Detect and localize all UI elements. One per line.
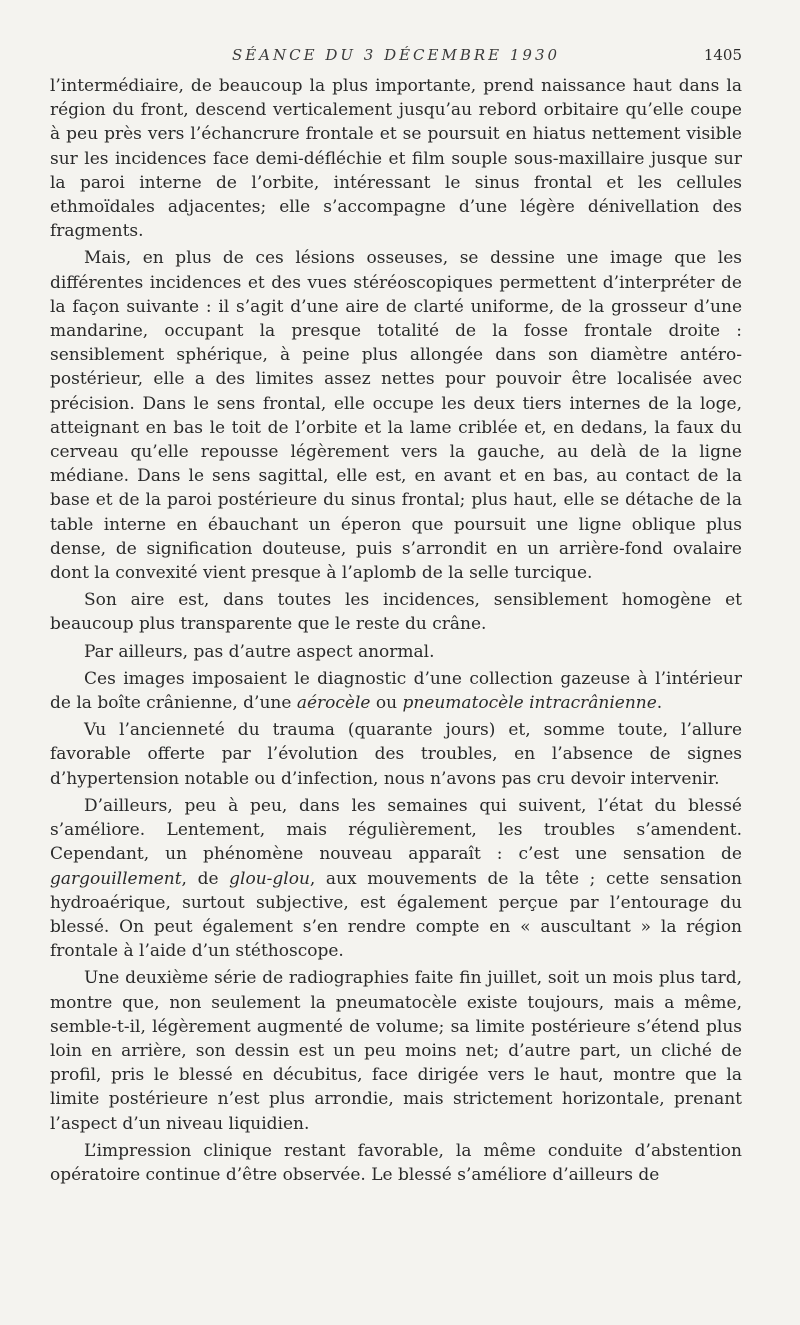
- page-header: [50, 44, 742, 74]
- p7-text-start: D’ailleurs, peu à peu, dans les semaines qui suivent, l’état du blessé s’améliore. Lentement, mais régulièrement, les troubles s’amendent. Cependant, un phénomène nouveau apparaît : c’est une sensation de: [50, 795, 742, 865]
- p5-or: ou: [375, 693, 398, 714]
- p7-text-end: , aux mouvements de la tête ; cette sensation hydroaérique, surtout subjective, est également perçue par l’entourage du blessé. On peut également s’en rendre compte en « auscultant » la région frontale à l’aide d’un stéthoscope.: [50, 868, 742, 962]
- paragraph-3: Son aire est, dans toutes les incidences, sensiblement homogène et beaucoup plus transparente que le reste du crâne.: [50, 590, 742, 635]
- paragraph-1: l’intermédiaire, de beaucoup la plus importante, prend naissance haut dans la région du front, descend verticalement jusqu’au rebord orbitaire qu’elle coupe à peu près vers l’échancrure frontale et se poursuit en hiatus nettement visible sur les incidences face demi-défléchie et film souple sous-maxillaire jusque sur la paroi interne de l’orbite, intéressant le sinus frontal et les cellules ethmoïdales adjacentes; elle s’accompagne d’une légère dénivellation des fragments.: [50, 76, 742, 242]
- paragraph-4: Par ailleurs, pas d’autre aspect anormal.: [84, 641, 435, 662]
- journal-page: [50, 44, 742, 1190]
- p5-text-end: .: [656, 693, 663, 714]
- term-pneumatocele: pneumatocèle intracrânienne: [402, 693, 657, 714]
- paragraph-5: [50, 667, 742, 715]
- paragraph-9: L’impression clinique restant favorable, la même conduite d’abstention opératoire continue d’être observée. Le blessé s’améliore d’ailleurs de: [50, 1140, 742, 1185]
- page-number: 1405: [703, 46, 742, 64]
- p5-text-start: Ces images imposaient le diagnostic d’une collection gazeuse à l’intérieur de la boîte crânienne, d’une: [50, 668, 742, 714]
- paragraph-2: Mais, en plus de ces lésions osseuses, se dessine une image que les différentes incidences et des vues stéréoscopiques permettent d’interpréter de la façon suivante : il s’agit d’une aire de clarté uniforme, de la grosseur d’une mandarine, occupant la presque totalité de la fosse frontale droite : sensiblement sphérique, à peine plus allongée dans son diamètre antéro-postérieur, elle a des limites assez nettes pour pouvoir être localisée avec précision. Dans le sens frontal, elle occupe les deux tiers internes de la loge, atteignant en bas le toit de l’orbite et la lame criblée et, en dedans, la faux du cerveau qu’elle repousse légèrement vers la gauche, au delà de la ligne médiane. Dans le sens sagittal, elle est, en avant et en bas, au contact de la base et de la paroi postérieure du sinus frontal; plus haut, elle se détache de la table interne en ébauchant un éperon que poursuit une ligne oblique plus dense, de signification douteuse, puis s’arrondit en un arrière-fond ovalaire dont la convexité vient presque à l’aplomb de la selle turcique.: [50, 248, 742, 584]
- paragraph-8: Une deuxième série de radiographies faite fin juillet, soit un mois plus tard, montre que, non seulement la pneumatocèle existe toujours, mais a même, semble-t-il, légèrement augmenté de volume; sa limite postérieure s’étend plus loin en arrière, son dessin est un peu moins net; d’autre part, un cliché de profil, pris le blessé en décubitus, face dirigée vers le haut, montre que la limite postérieure n’est plus arrondie, mais strictement horizontale, prenant l’aspect d’un niveau liquidien.: [50, 968, 742, 1134]
- paragraph-6: Vu l’ancienneté du trauma (quarante jours) et, somme toute, l’allure favorable offerte par l’évolution des troubles, en l’absence de signes d’hypertension notable ou d’infection, nous n’avons pas cru devoir intervenir.: [50, 720, 742, 789]
- term-gargouillement: gargouillement: [50, 868, 182, 889]
- term-glou-glou: glou-glou: [229, 868, 310, 889]
- p7-text-mid: , de: [181, 868, 219, 889]
- paragraph-7: [50, 794, 742, 963]
- term-aerocele: aérocèle: [296, 693, 371, 714]
- running-title: SÉANCE DU 3 DÉCEMBRE 1930: [231, 46, 561, 64]
